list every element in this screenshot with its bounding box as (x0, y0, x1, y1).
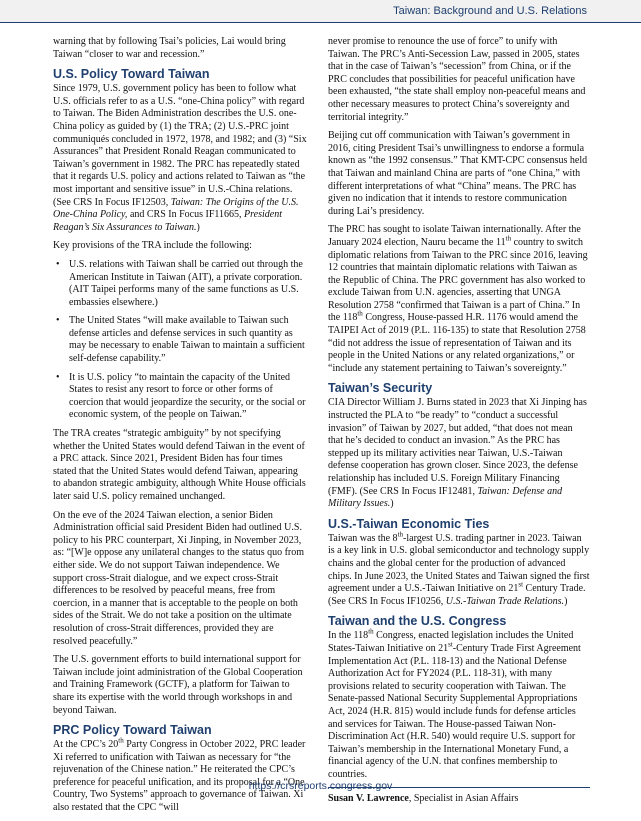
paragraph-ambiguity: The TRA creates “strategic ambiguity” by not specifying whether the United States would defend Taiwan in the event of a PRC attack. Since 2021, President Biden has four times stated that the United States would defend Taiwan, appearing to abandon strategic ambiguity, although White House officials later said U.S. policy remained unchanged. (53, 428, 306, 502)
running-head: Taiwan: Background and U.S. Relations (393, 5, 587, 17)
paragraph-party-congress: At the CPC’s 20th Party Congress in October 2022, PRC leader Xi referred to unification with Taiwan as necessary for “the rejuvenation of the Chinese nation.” He reiterated the CPC’s preference for peaceful unification, and its proposal for a “One Country, Two Systems” approach to governance of Taiwan. Xi also restated that the CPC “will (53, 736, 306, 814)
list-item: • It is U.S. policy “to maintain the capacity of the United States to resist any resort to force or other forms of coercion that would jeopardize the security, or the social or economic system, of the people on Taiwan.” (56, 371, 306, 421)
heading-economic-ties: U.S.-Taiwan Economic Ties (328, 516, 490, 531)
heading-prc-policy: PRC Policy Toward Taiwan (53, 723, 212, 738)
page-header (0, 0, 641, 23)
paragraph-beijing: Beijing cut off communication with Taiwan’s government in 2016, citing President Tsai’s unwillingness to endorse a formula known as “the 1992 consensus.” That KMT-CPC consensus held that Taiwan and mainland China are parts of “one China,” with different interpretations of what “China” means. The PRC has given no indication that it intends to restore communication during Lai’s presidency. (328, 130, 588, 217)
tra-provisions-list (53, 259, 308, 422)
cited-title: Taiwan: The Origins of the U.S. One-China Policy, (53, 196, 299, 221)
paragraph-intro: warning that by following Tsai’s policies, Lai would bring Taiwan “closer to war and recession.” (53, 36, 286, 60)
left-column (53, 36, 308, 821)
paragraph-economic: Taiwan was the 8th-largest U.S. trading partner in 2023. Taiwan is a key link in U.S. global semiconductor and technology supply chains and the global center for the production of advanced chips. In June 2023, the United States and Taiwan signed the first agreement under a U.S.-Taiwan Initiative on 21st Century Trade. (See CRS In Focus IF10256, U.S.-Taiwan Trade Relations.) (328, 530, 590, 607)
right-column (328, 36, 590, 806)
list-item: • U.S. relations with Taiwan shall be carried out through the American Institute in Taiwan (AIT), a private corporation. (AIT Taipei performs many of the same functions as U.S. embassies elsewhere.) (56, 258, 303, 308)
paragraph-key-provisions: Key provisions of the TRA include the following: (53, 240, 252, 252)
heading-congress: Taiwan and the U.S. Congress (328, 614, 507, 629)
paragraph-gctf: The U.S. government efforts to build international support for Taiwan include joint administration of the Global Cooperation and Training Framework (GCTF), a platform for Taiwan to share its expertise with the world through workshops in and beyond Taiwan. (53, 654, 303, 716)
bullet-icon: • (56, 258, 60, 270)
author-name: Susan V. Lawrence (328, 793, 409, 805)
paragraph-isolation: The PRC has sought to isolate Taiwan internationally. After the January 2024 election, Nauru became the 11th country to switch diplomatic relations from Taiwan to the PRC since 2016, leaving 12 countries that maintain diplomatic relations with Taiwan as the Republic of China. The PRC government has also worked to exclude Taiwan from U.N. agencies, asserting that UNGA Resolution 2758 “confirmed that Taiwan is a part of China.” In the 118th Congress, House-passed H.R. 1176 would amend the TAIPEI Act of 2019 (P.L. 116-135) to state that Resolution 2758 “did not address the issue of representation of Taiwan and its people in the United Nations or any related organizations,” or “include any statement pertaining to Taiwan’s sovereignty.” (328, 224, 588, 374)
footer-url-link[interactable]: https://crsreports.congress.gov (248, 780, 393, 792)
heading-security: Taiwan’s Security (328, 381, 433, 396)
author-role: , Specialist in Asian Affairs (408, 793, 519, 805)
list-item: • The United States “will make available to Taiwan such defense articles and defense services in such quantity as may be necessary to enable Taiwan to maintain a sufficient self-defense capability.” (56, 315, 305, 365)
cited-title: Taiwan: Defense and Military Issues. (328, 485, 563, 510)
paragraph-congress: In the 118th Congress, enacted legislation includes the United States-Taiwan Initiative on 21st-Century Trade First Agreement Implementation Act (P.L. 118-13) and the National Defense Authorization Act for FY2024 (P.L. 118-31), with many provisions related to security cooperation with Taiwan. The Senate-passed National Security Supplemental Appropriations Act, 2024 (H.R. 815) would include funds for defense articles and services for Taiwan. The House-passed Taiwan Non-Discrimination Act (H.R. 540) would require U.S. support for Taiwan’s membership in the International Monetary Fund, a financial agency of the U.N. that confines membership to countries. (328, 628, 581, 780)
paragraph-security: CIA Director William J. Burns stated in 2023 that Xi Jinping has instructed the PLA to “be ready” to “conduct a successful invasion” of Taiwan by 2027, but added, “that does not mean that he’s decided to conduct an invasion.” As the PRC has stepped up its military activities near Taiwan, U.S.-Taiwan defense cooperation has grown closer. Since 2023, the defense relationship has included U.S. Foreign Military Financing (FMF). (See CRS In Focus IF12481, Taiwan: Defense and Military Issues.) (328, 397, 587, 510)
paragraph-since-1979: Since 1979, U.S. government policy has been to follow what U.S. officials refer to as a U.S. “one-China policy” with regard to Taiwan. The Biden Administration describes the U.S. one-China policy as guided by (1) the TRA; (2) U.S.-PRC joint communiqués concluded in 1972, 1978, and 1982; and (3) “Six Assurances” that President Ronald Reagan communicated to Taiwan’s government in 1982. The PRC has repeatedly stated that it regards U.S. policy and actions related to Taiwan as “the most important and sensitive issue” in U.S.-China relations. (See CRS In Focus IF12503, Taiwan: The Origins of the U.S. One-China Policy, and CRS In Focus IF11665, President Reagan’s Six Assurances to Taiwan.) (53, 83, 307, 233)
bullet-icon: • (56, 315, 60, 327)
bullet-icon: • (56, 371, 60, 383)
cited-title: U.S.-Taiwan Trade Relations. (445, 595, 565, 607)
paragraph-use-of-force: never promise to renounce the use of force” to unify with Taiwan. The PRC’s Anti-Secession Law, passed in 2005, states that in the case of Taiwan’s “secession” from China, or if the PRC concludes that possibilities for peaceful unification have been exhausted, “the state shall employ non-peaceful means and other necessary measures to protect China’s sovereignty and territorial integrity.” (328, 36, 586, 123)
cited-title: President Reagan’s Six Assurances to Taiwan. (53, 209, 282, 233)
paragraph-election-eve: On the eve of the 2024 Taiwan election, a senior Biden Administration official said President Biden had outlined U.S. policy to his PRC counterpart, Xi Jinping, in November 2023, as: “[W]e oppose any unilateral changes to the status quo from either side. We do not support Taiwan independence. We support cross-Strait dialogue, and we expect cross-Strait differences to be resolved by peaceful means, free from coercion, in a manner that is acceptable to the people on both sides of the Strait. We do not take a position on the ultimate resolution of cross-Strait differences, provided they are resolved peacefully.” (53, 509, 305, 647)
heading-us-policy: U.S. Policy Toward Taiwan (53, 67, 210, 82)
